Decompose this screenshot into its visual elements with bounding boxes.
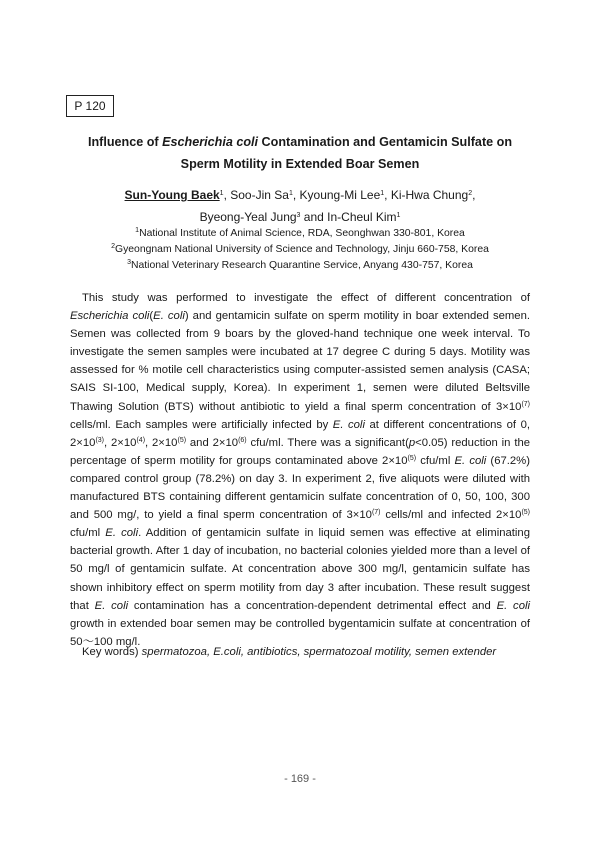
poster-id-box: P 120	[66, 95, 114, 117]
author: Kyoung-Mi Lee	[299, 188, 381, 202]
author-sup: 2	[468, 190, 473, 197]
abstract-sup: (6)	[238, 436, 247, 444]
abstract-text: (67.2%) compared control group (78.2%) on day 3. In experiment 2, five aliquots were diluted with manufactured BTS containing different gentamicin sulfate concentration of 0, 50, 100, 300 and 500 mg/, to yield a final sperm concentration of 3×10	[70, 454, 530, 522]
paper-title	[60, 131, 540, 175]
abstract-italic: E. coli	[153, 310, 185, 323]
author-sup: 1	[219, 190, 224, 197]
abstract-text: contamination has a concentration-dependent detrimental effect and	[128, 599, 497, 612]
affiliation	[80, 226, 520, 242]
title-part1: Influence of	[87, 135, 163, 149]
affiliation-sup: 2	[111, 243, 115, 250]
abstract-sup: (7)	[521, 400, 530, 408]
affiliation	[80, 242, 520, 258]
abstract-italic: Escherichia coli	[70, 310, 150, 323]
author: Ki-Hwa Chung	[390, 188, 469, 202]
abstract-italic: E. coli	[94, 599, 129, 612]
abstract-text: and 2×10	[186, 436, 239, 449]
author-sup: 3	[296, 212, 301, 219]
abstract-italic: E. coli	[332, 418, 365, 431]
abstract-text: growth in extended boar semen may be controlled bygentamicin sulfate at concentration of 50～100 mg/l.	[70, 617, 530, 648]
abstract-sup: (7)	[371, 509, 381, 517]
abstract-italic: p	[408, 436, 416, 449]
abstract-sup: (5)	[521, 509, 530, 517]
abstract-italic: E. coli	[105, 527, 139, 540]
abstract-italic: E. coli	[454, 454, 487, 467]
title-line2: Sperm Motility in Extended Boar Semen	[180, 157, 420, 171]
abstract-text: <0.05) reduction in the percentage of sperm motility for groups contaminated above 2×10	[70, 436, 531, 467]
author: Soo-Jin Sa	[230, 188, 289, 202]
presenting-author: Sun-Young Baek	[124, 188, 220, 202]
abstract-text: cfu/ml	[70, 527, 106, 540]
abstract-text: cells/ml and infected 2×10	[380, 509, 522, 522]
affiliation-text: National Veterinary Research Quarantine Service, Anyang 430-757, Korea	[130, 260, 473, 271]
abstract-text: cfu/ml	[416, 454, 455, 467]
abstract-sup: (4)	[136, 436, 146, 444]
author-sup: 1	[396, 212, 401, 219]
abstract-text: ) and gentamicin sulfate on sperm motility in boar extended semen. Semen was collected from 9 boars by the gloved-hand technique one week interval. To investigate the semen samples were incubated at 17 degree C during 5 days. Motility was assessed for % motile cell characteristics using computer-assisted semen analysis (CASA; SAIS SI-100, Medical supply, Korea). In experiment 1, semen were diluted Beltsville Thawing Solution (BTS) without antibiotic to yield a final sperm concentration of 3×10	[70, 310, 530, 413]
affiliation-sup: 1	[135, 227, 140, 234]
abstract-text: cfu/ml. There was a significant(	[246, 436, 409, 449]
abstract-text: , 2×10	[104, 436, 137, 449]
keywords-line	[82, 643, 542, 661]
author-sup: 1	[288, 190, 293, 197]
affiliation-sup: 3	[127, 259, 131, 266]
author: Byeong-Yeal Jung	[199, 210, 297, 224]
keywords-label: Key words)	[82, 646, 142, 658]
page-number: - 169 -	[284, 773, 316, 785]
abstract-text: . Addition of gentamicin sulfate in liquid semen was effective at eliminating bacterial growth. After 1 day of incubation, no bacterial colonies yielded more than a level of 50 mg/l of gentamicin sulfate. At concentration above 300 mg/l, gentamicin sulfate has shown inhibitory effect on sperm motility from day 3 after incubation. These result suggest that	[70, 527, 530, 612]
affiliation-text: Gyeongnam National University of Science and Technology, Jinju 660-758, Korea	[115, 244, 489, 255]
abstract-italic: E. coli	[496, 599, 530, 612]
abstract-sup: (3)	[95, 436, 105, 444]
affiliation	[80, 258, 520, 274]
author-sup: 1	[380, 190, 385, 197]
abstract-text: (	[149, 310, 154, 323]
abstract-sup: (5)	[407, 454, 417, 462]
title-organism: Escherichia coli	[162, 135, 259, 149]
abstract-text: cells/ml. Each samples were artificially infected by	[70, 418, 333, 431]
title-part2: Contamination and Gentamicin Sulfate on	[258, 135, 513, 149]
author-list: Sun-Young Baek$^1$, Soo-Jin Sa$^1$, Kyoung-Mi Lee$^1$, Ki-Hwa Chung$^2$, Byeong-Yeal Jung$^3$ and In-Cheul Kim$^1$	[124, 188, 476, 224]
affiliation-text: National Institute of Animal Science, RDA, Seonghwan 330-801, Korea	[139, 228, 465, 239]
author: In-Cheul Kim	[327, 210, 397, 224]
affiliation-list	[80, 226, 520, 274]
keywords-list: spermatozoa, E.coli, antibiotics, spermatozoal motility, semen extender	[141, 646, 497, 658]
abstract-text: , 2×10	[145, 436, 178, 449]
abstract-text: at different concentrations of 0, 2×10	[70, 418, 530, 449]
abstract-text: This study was performed to investigate the effect of different concentration of	[82, 292, 530, 304]
abstract-body	[70, 289, 530, 651]
abstract-sup: (5)	[177, 436, 187, 444]
